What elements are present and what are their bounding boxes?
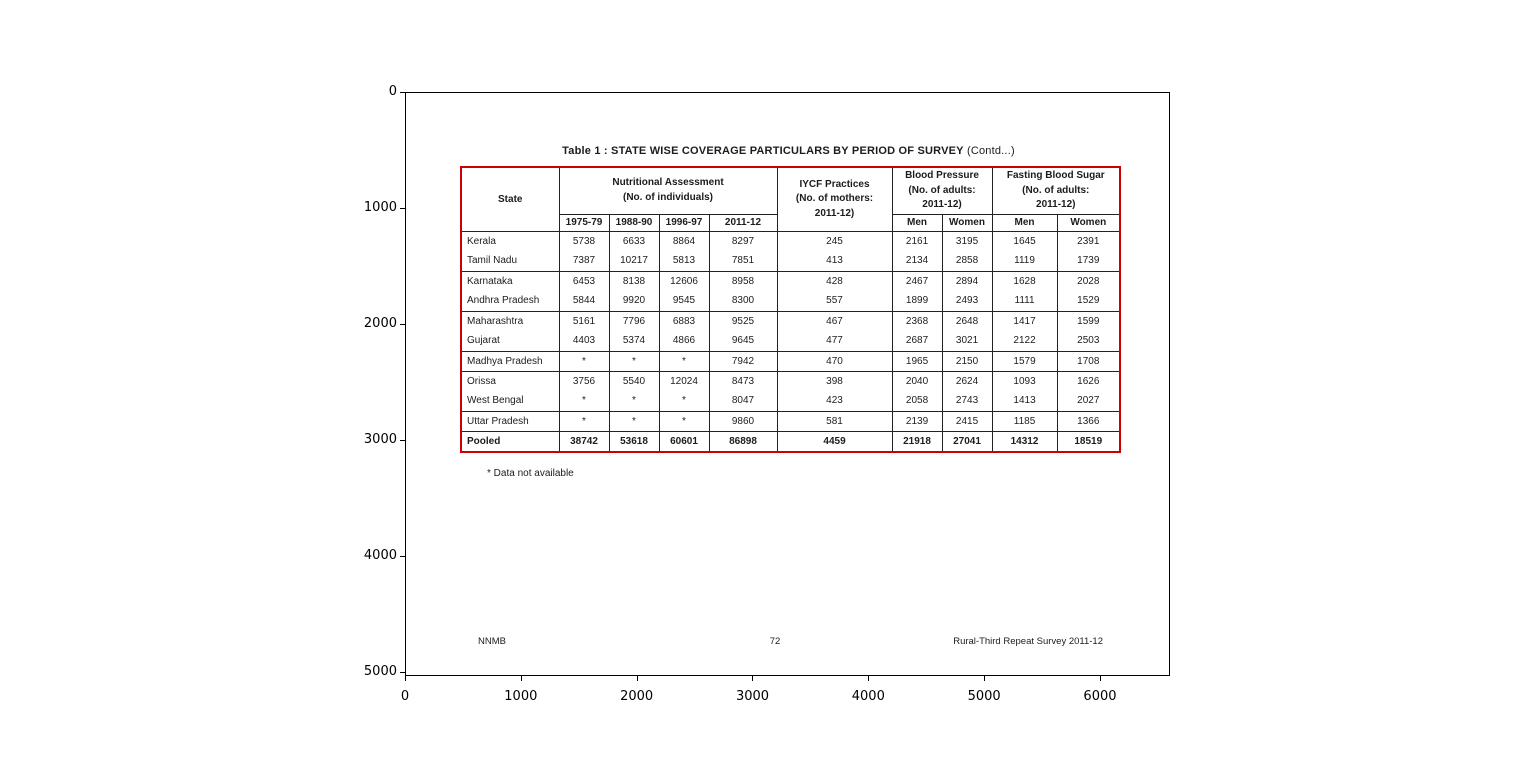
table-row: [462, 371, 1119, 391]
value-cell: 60601: [659, 431, 709, 451]
value-cell: 7851: [709, 251, 777, 271]
value-cell: *: [659, 391, 709, 411]
value-cell: 557: [777, 291, 892, 311]
value-cell: 1111: [992, 291, 1057, 311]
value-cell: *: [559, 391, 609, 411]
value-cell: 3756: [559, 371, 609, 391]
header-line: 2011-12): [1036, 199, 1076, 210]
value-cell: 1628: [992, 271, 1057, 291]
value-cell: 53618: [609, 431, 659, 451]
value-cell: 2161: [892, 231, 942, 251]
value-cell: 1708: [1057, 351, 1119, 371]
value-cell: *: [659, 411, 709, 431]
value-cell: 477: [777, 331, 892, 351]
footnote: * Data not available: [487, 468, 574, 479]
value-cell: 8138: [609, 271, 659, 291]
value-cell: 7942: [709, 351, 777, 371]
header-line: IYCF Practices: [799, 178, 870, 190]
value-cell: 27041: [942, 431, 992, 451]
header-bp-women: Women: [942, 214, 992, 231]
table-title-suffix: (Contd...): [963, 145, 1015, 157]
table-row: [462, 271, 1119, 291]
y-tick-label: 2000: [363, 316, 397, 331]
y-tick-label: 5000: [363, 664, 397, 679]
header-line: (No. of adults:: [1022, 184, 1090, 196]
value-cell: 1599: [1057, 311, 1119, 331]
value-cell: 2134: [892, 251, 942, 271]
value-cell: 398: [777, 371, 892, 391]
header-fbs-women: Women: [1057, 214, 1119, 231]
header-nutritional-assessment: [559, 168, 777, 214]
value-cell: 2858: [942, 251, 992, 271]
value-cell: 3021: [942, 331, 992, 351]
value-cell: 86898: [709, 431, 777, 451]
value-cell: *: [609, 391, 659, 411]
value-cell: 9525: [709, 311, 777, 331]
header-line: (No. of mothers:: [795, 193, 874, 204]
value-cell: 2743: [942, 391, 992, 411]
header-blood-pressure: [892, 168, 992, 214]
value-cell: 9920: [609, 291, 659, 311]
value-cell: 413: [777, 251, 892, 271]
value-cell: 8300: [709, 291, 777, 311]
value-cell: 1093: [992, 371, 1057, 391]
y-tick-label: 0: [388, 84, 397, 99]
coverage-table: [462, 168, 1119, 451]
value-cell: 6633: [609, 231, 659, 251]
value-cell: 7796: [609, 311, 659, 331]
value-cell: 1899: [892, 291, 942, 311]
table-row: [462, 331, 1119, 351]
state-cell: Pooled: [462, 431, 559, 451]
value-cell: 9545: [659, 291, 709, 311]
table-row: [462, 311, 1119, 331]
value-cell: 2503: [1057, 331, 1119, 351]
value-cell: 5374: [609, 331, 659, 351]
value-cell: *: [559, 351, 609, 371]
y-tick-mark: [400, 672, 405, 673]
x-tick-label: 6000: [1083, 689, 1117, 704]
value-cell: 470: [777, 351, 892, 371]
state-cell: Gujarat: [467, 335, 500, 347]
value-cell: 6883: [659, 311, 709, 331]
value-cell: 2027: [1057, 391, 1119, 411]
header-year-1996-97: 1996-97: [659, 214, 709, 231]
x-tick-mark: [521, 676, 522, 681]
table-row: [462, 291, 1119, 311]
header-state: State: [462, 168, 559, 231]
header-fasting-blood-sugar: [992, 168, 1119, 214]
table-row: [462, 251, 1119, 271]
value-cell: 1417: [992, 311, 1057, 331]
header-line: Nutritional Assessment: [612, 177, 724, 189]
value-cell: 2028: [1057, 271, 1119, 291]
value-cell: 9645: [709, 331, 777, 351]
value-cell: 8473: [709, 371, 777, 391]
value-cell: 1579: [992, 351, 1057, 371]
value-cell: 423: [777, 391, 892, 411]
table-row: [462, 431, 1119, 451]
table-row: [462, 351, 1119, 371]
state-cell: Maharashtra: [462, 311, 559, 331]
value-cell: 8958: [709, 271, 777, 291]
value-cell: 4459: [777, 431, 892, 451]
header-year-1975-79: 1975-79: [559, 214, 609, 231]
value-cell: 5540: [609, 371, 659, 391]
value-cell: 5844: [559, 291, 609, 311]
y-tick-label: 3000: [363, 432, 397, 447]
x-tick-mark: [1100, 676, 1101, 681]
value-cell: 2391: [1057, 231, 1119, 251]
value-cell: 1626: [1057, 371, 1119, 391]
table-title-main: Table 1 : STATE WISE COVERAGE PARTICULARS BY PERIOD OF SURVEY: [562, 145, 964, 157]
state-cell: West Bengal: [467, 395, 524, 407]
value-cell: 9860: [709, 411, 777, 431]
value-cell: 245: [777, 231, 892, 251]
x-tick-label: 2000: [620, 689, 654, 704]
value-cell: 6453: [559, 271, 609, 291]
value-cell: 18519: [1057, 431, 1119, 451]
value-cell: 2648: [942, 311, 992, 331]
x-tick-mark: [405, 676, 406, 681]
footer-org: NNMB: [478, 636, 506, 647]
state-cell: Madhya Pradesh: [462, 351, 559, 371]
state-cell: Tamil Nadu: [467, 255, 518, 267]
value-cell: 467: [777, 311, 892, 331]
table-row: [462, 411, 1119, 431]
value-cell: 1645: [992, 231, 1057, 251]
header-year-1988-90: 1988-90: [609, 214, 659, 231]
footer-page-number: 72: [769, 636, 781, 647]
value-cell: 1185: [992, 411, 1057, 431]
value-cell: 2687: [892, 331, 942, 351]
value-cell: 2058: [892, 391, 942, 411]
header-line: 2011-12): [814, 207, 855, 219]
value-cell: 2368: [892, 311, 942, 331]
value-cell: 581: [777, 411, 892, 431]
x-tick-label: 4000: [851, 689, 885, 704]
y-tick-mark: [400, 324, 405, 325]
state-cell: Orissa: [462, 371, 559, 391]
x-tick-mark: [984, 676, 985, 681]
value-cell: *: [559, 411, 609, 431]
header-line: (No. of individuals): [623, 191, 713, 203]
header-fbs-men: Men: [992, 214, 1057, 231]
header-line: Blood Pressure: [905, 170, 979, 181]
y-tick-mark: [400, 92, 405, 93]
table-title: [460, 145, 1117, 157]
state-cell: Karnataka: [462, 271, 559, 291]
value-cell: *: [609, 351, 659, 371]
table-row: [462, 231, 1119, 251]
value-cell: 2467: [892, 271, 942, 291]
value-cell: 1119: [992, 251, 1057, 271]
header-iycf: [777, 168, 892, 231]
value-cell: 2040: [892, 371, 942, 391]
value-cell: 21918: [892, 431, 942, 451]
value-cell: 12024: [659, 371, 709, 391]
value-cell: 2139: [892, 411, 942, 431]
value-cell: 5738: [559, 231, 609, 251]
value-cell: 428: [777, 271, 892, 291]
x-tick-label: 5000: [967, 689, 1001, 704]
x-tick-label: 0: [400, 689, 410, 704]
value-cell: 2894: [942, 271, 992, 291]
value-cell: 1739: [1057, 251, 1119, 271]
value-cell: 2415: [942, 411, 992, 431]
y-tick-label: 1000: [363, 200, 397, 215]
value-cell: 5161: [559, 311, 609, 331]
table-row: [462, 391, 1119, 411]
value-cell: 8047: [709, 391, 777, 411]
value-cell: 1413: [992, 391, 1057, 411]
x-tick-mark: [637, 676, 638, 681]
value-cell: 14312: [992, 431, 1057, 451]
y-tick-mark: [400, 556, 405, 557]
footer-survey-label: Rural-Third Repeat Survey 2011-12: [953, 636, 1103, 647]
header-year-2011-12: 2011-12: [709, 214, 777, 231]
header-line: Fasting Blood Sugar: [1006, 170, 1105, 181]
value-cell: 2493: [942, 291, 992, 311]
value-cell: 7387: [559, 251, 609, 271]
value-cell: *: [659, 351, 709, 371]
state-cell: Kerala: [467, 235, 496, 247]
header-line: 2011-12): [922, 199, 962, 210]
y-tick-mark: [400, 440, 405, 441]
x-tick-label: 1000: [504, 689, 538, 704]
x-tick-mark: [868, 676, 869, 681]
value-cell: *: [609, 411, 659, 431]
header-bp-men: Men: [892, 214, 942, 231]
x-tick-mark: [752, 676, 753, 681]
state-cell: Uttar Pradesh: [462, 411, 559, 431]
value-cell: 5813: [659, 251, 709, 271]
value-cell: 12606: [659, 271, 709, 291]
y-tick-label: 4000: [363, 548, 397, 563]
value-cell: 4403: [559, 331, 609, 351]
value-cell: 1366: [1057, 411, 1119, 431]
value-cell: 2122: [992, 331, 1057, 351]
coverage-table-wrapper: [460, 166, 1121, 453]
state-cell: Andhra Pradesh: [467, 295, 540, 307]
x-tick-label: 3000: [735, 689, 770, 704]
value-cell: 3195: [942, 231, 992, 251]
value-cell: 38742: [559, 431, 609, 451]
table-body: [462, 231, 1119, 451]
value-cell: 4866: [659, 331, 709, 351]
value-cell: 1529: [1057, 291, 1119, 311]
value-cell: 8297: [709, 231, 777, 251]
value-cell: 2150: [942, 351, 992, 371]
header-line: (No. of adults:: [908, 184, 976, 196]
value-cell: 1965: [892, 351, 942, 371]
y-tick-mark: [400, 208, 405, 209]
value-cell: 2624: [942, 371, 992, 391]
value-cell: 10217: [609, 251, 659, 271]
value-cell: 8864: [659, 231, 709, 251]
